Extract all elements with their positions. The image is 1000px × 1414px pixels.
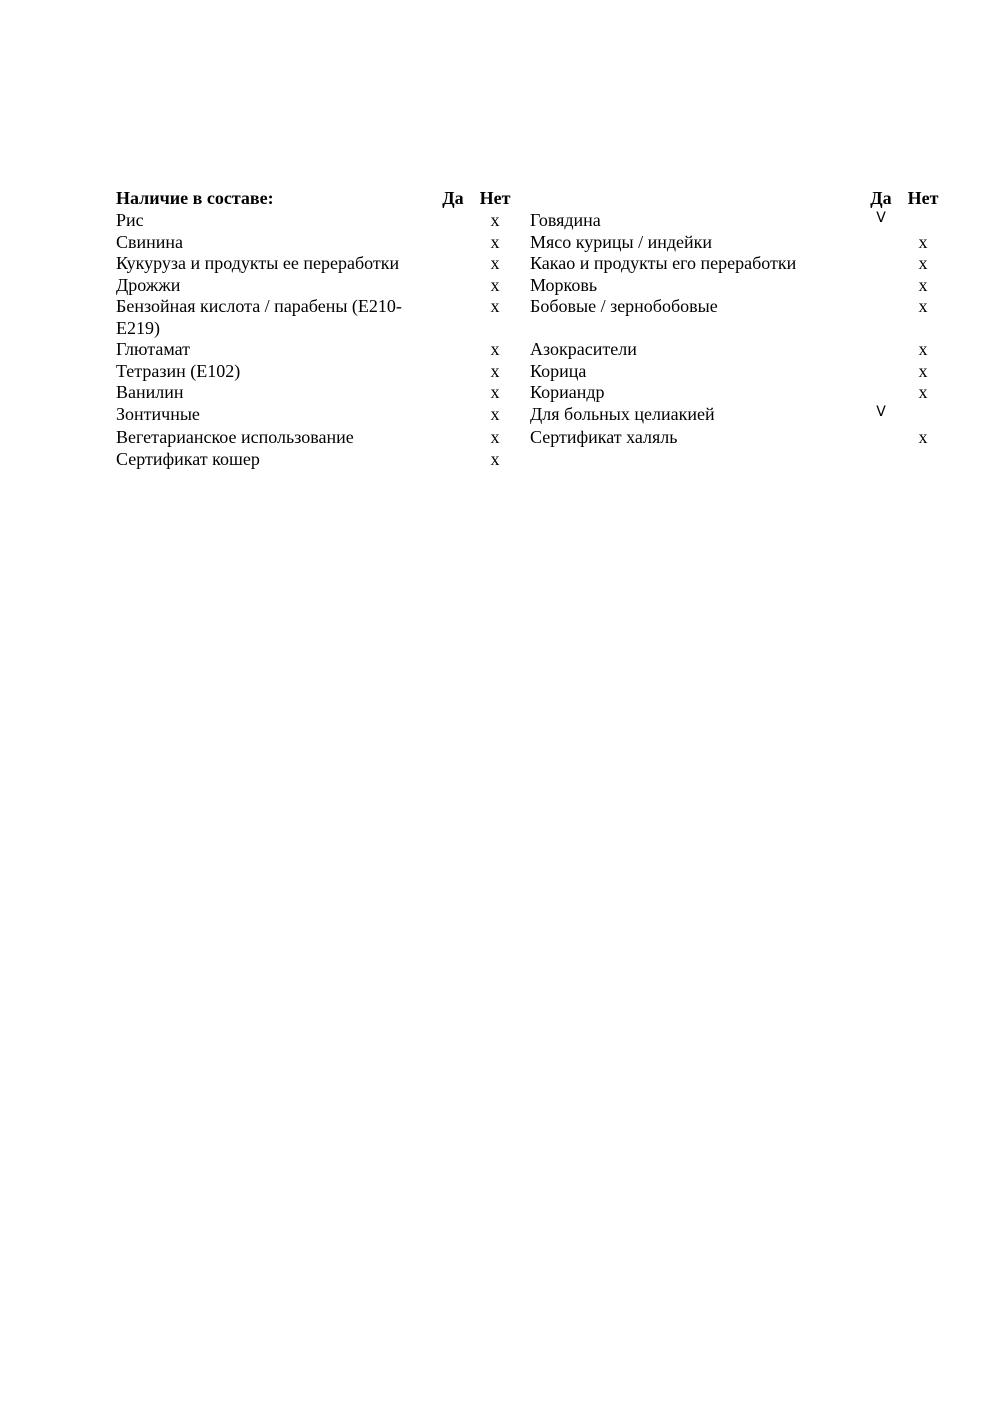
right-item-name: Кориандр: [530, 382, 605, 402]
right-item-name: Для больных целиакией: [530, 403, 715, 424]
left-item-no: x: [490, 274, 500, 295]
left-header-no: Нет: [479, 188, 511, 208]
ingredients-table: [116, 187, 946, 470]
table-row: [116, 382, 946, 404]
left-item-name: Кукуруза и продукты ее переработки: [116, 253, 400, 273]
left-header-yes: Да: [442, 188, 464, 208]
table-row: [116, 404, 946, 426]
table-row: [116, 275, 946, 297]
left-item-no: x: [490, 339, 500, 359]
right-item-no: x: [918, 253, 928, 273]
left-item-no: x: [490, 296, 500, 316]
left-item-no: x: [490, 448, 500, 469]
table-row: [116, 427, 946, 449]
right-item-name: Азокрасители: [530, 339, 637, 359]
table-row: [116, 339, 946, 361]
right-item-yes: V: [876, 210, 886, 226]
table-row: [116, 232, 946, 254]
left-item-no: x: [490, 253, 500, 273]
right-item-name: Бобовые / зернобобовые: [530, 296, 718, 316]
left-item-no: x: [490, 427, 500, 447]
right-item-no: x: [918, 360, 928, 381]
right-item-yes: V: [876, 403, 886, 420]
table-row: [116, 253, 946, 275]
right-item-no: x: [918, 296, 928, 316]
left-item-no: x: [490, 231, 500, 252]
left-item-name: Зонтичные: [116, 403, 200, 424]
right-item-no: x: [918, 427, 928, 447]
left-item-name: Рис: [116, 210, 144, 230]
left-item-no: x: [490, 210, 500, 230]
right-item-name: Мясо курицы / индейки: [530, 231, 713, 252]
right-item-no: x: [918, 231, 928, 252]
left-item-name: Свинина: [116, 231, 184, 252]
table-row: [116, 449, 946, 471]
left-item-no: x: [490, 382, 500, 402]
right-header-yes: Да: [870, 188, 892, 208]
right-item-name: Сертификат халяль: [530, 427, 678, 447]
left-item-no: x: [490, 360, 500, 381]
right-header-no: Нет: [907, 188, 939, 208]
left-item-name: Дрожжи: [116, 274, 181, 295]
table-row: [116, 296, 946, 339]
right-item-name: Какао и продукты его переработки: [530, 253, 797, 273]
right-item-no: x: [918, 382, 928, 402]
table-row: [116, 210, 946, 232]
left-item-name: Сертификат кошер: [116, 448, 260, 469]
right-item-name: Корица: [530, 360, 587, 381]
table-row: [116, 361, 946, 383]
left-item-no: x: [490, 403, 500, 424]
right-item-no: x: [918, 274, 928, 295]
left-item-name: Бензойная кислота / парабены (E210-E219): [116, 296, 402, 338]
right-item-name: Морковь: [530, 274, 598, 295]
left-item-name: Вегетарианское использование: [116, 427, 354, 447]
right-item-name: Говядина: [530, 210, 601, 230]
left-header-title: Наличие в составе:: [116, 188, 274, 208]
left-item-name: Тетразин (E102): [116, 360, 241, 381]
left-item-name: Глютамат: [116, 339, 190, 359]
left-item-name: Ванилин: [116, 382, 184, 402]
table-header: [116, 187, 946, 210]
right-item-no: x: [918, 339, 928, 359]
